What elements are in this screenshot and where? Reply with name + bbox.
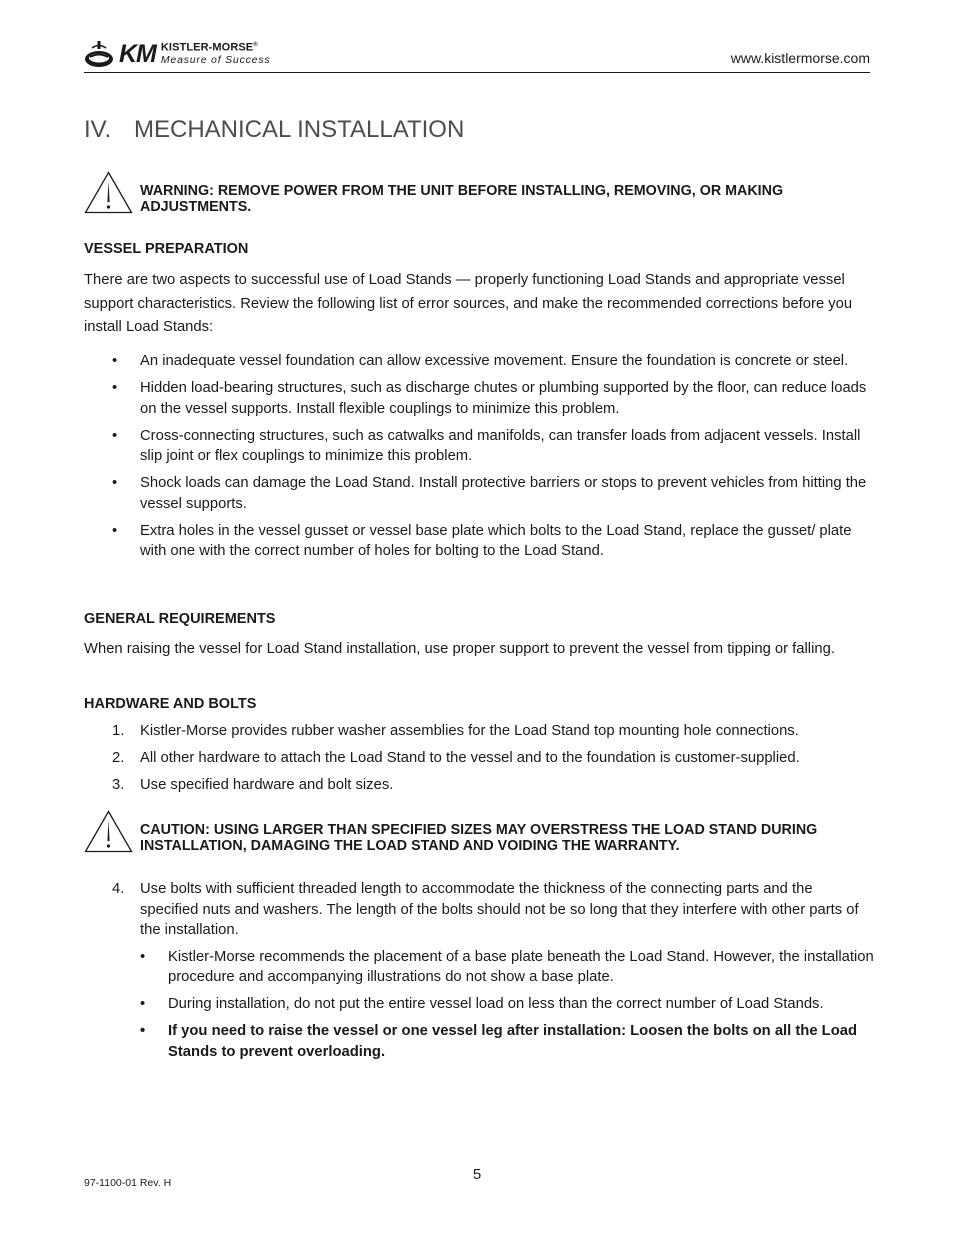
- vessel-preparation-intro: There are two aspects to successful use of Load Stands — properly functioning Load Stands and appropriate vessel support characteristics. Review the following list of error sources, and make the recommended corrections before you install Load Stands:: [84, 272, 853, 335]
- error-sources-list: [84, 351, 874, 568]
- list-item-text: Extra holes in the vessel gusset or vessel base plate which bolts to the Load Stand, replace the gusset/ plate with one with the correct number of holes for bolting to the Load Stand.: [140, 522, 852, 559]
- scale-logo-icon: [84, 39, 116, 69]
- list-item-text: Kistler-Morse provides rubber washer assemblies for the Load Stand top mounting hole connections.: [140, 723, 799, 739]
- list-item: [84, 351, 874, 372]
- list-item-text: All other hardware to attach the Load Stand to the vessel and to the foundation is customer-supplied.: [140, 750, 800, 766]
- warning-text: WARNING: REMOVE POWER FROM THE UNIT BEFORE INSTALLING, REMOVING, OR MAKING ADJUSTMENTS.: [140, 183, 784, 215]
- list-item-text: Shock loads can damage the Load Stand. Install protective barriers or stops to prevent vehicles from hitting the vessel supports.: [140, 475, 867, 512]
- section-title-text: MECHANICAL INSTALLATION: [134, 116, 465, 143]
- bullet-marker: •: [112, 380, 118, 396]
- warning-triangle-icon: [84, 171, 133, 214]
- bullet-marker: •: [140, 1023, 146, 1039]
- hardware-bolts-heading: HARDWARE AND BOLTS: [84, 696, 257, 712]
- bullet-marker: •: [140, 948, 146, 965]
- bullet-marker: •: [112, 427, 118, 444]
- list-item-text: An inadequate vessel foundation can allow excessive movement. Ensure the foundation is concrete or steel.: [140, 353, 849, 369]
- sublist-item: [140, 994, 874, 1015]
- bullet-marker: •: [140, 996, 146, 1012]
- list-item: [84, 426, 874, 467]
- registered-mark: ®: [253, 42, 258, 49]
- hardware-list: [84, 721, 874, 802]
- warning-box: [84, 171, 870, 217]
- list-item: [84, 521, 874, 562]
- sublist-item-text: During installation, do not put the entire vessel load on less than the correct number of Load Stands.: [168, 996, 824, 1012]
- logo-tagline: Measure of Success: [160, 54, 271, 67]
- bolt-notes-sublist: [140, 947, 874, 1063]
- list-item-text: Hidden load-bearing structures, such as discharge chutes or plumbing supported by the floor, can reduce loads on the vessel supports. Install flexible couplings to minimize this problem.: [140, 380, 867, 417]
- list-number: 4.: [112, 881, 125, 897]
- list-item: [84, 473, 874, 514]
- list-item: [84, 721, 874, 742]
- caution-text: CAUTION: USING LARGER THAN SPECIFIED SIZES MAY OVERSTRESS THE LOAD STAND DURING INSTALLATION, DAMAGING THE LOAD STAND AND VOIDING THE WARRANTY.: [140, 822, 818, 854]
- page-header: [84, 36, 870, 73]
- list-number: 2.: [112, 750, 125, 766]
- list-item: [84, 748, 874, 769]
- kistler-morse-logo: [84, 38, 270, 70]
- logo-brand-name: KISTLER-MORSE: [160, 42, 254, 55]
- list-item: [84, 775, 874, 796]
- section-title: [84, 116, 464, 144]
- logo-km-text: KM: [119, 39, 156, 68]
- list-item-text: Use bolts with sufficient threaded length to accommodate the thickness of the connecting parts and the specified nuts and washers. The length of the bolts should not be so long that they interfere with other parts of the installation.: [140, 881, 859, 938]
- bullet-marker: •: [112, 475, 118, 491]
- list-number: 1.: [112, 723, 125, 739]
- bullet-marker: •: [112, 353, 118, 369]
- bullet-marker: •: [112, 522, 118, 539]
- sublist-item: [140, 947, 874, 988]
- warning-triangle-icon: [84, 810, 133, 853]
- document-revision: 97-1100-01 Rev. H: [84, 1177, 172, 1189]
- list-item-text: Cross-connecting structures, such as catwalks and manifolds, can transfer loads from adjacent vessels. Install slip joint or flex couplings to minimize this problem.: [140, 427, 861, 464]
- general-requirements-heading: GENERAL REQUIREMENTS: [84, 611, 276, 627]
- list-item: [84, 378, 874, 419]
- sublist-item-text: If you need to raise the vessel or one vessel leg after installation: Loosen the bolts on all the Load Stands to prevent overloading.: [168, 1023, 858, 1060]
- logo-brand-text: [161, 42, 271, 54]
- caution-box: [84, 810, 870, 856]
- sublist-item: [140, 1021, 874, 1062]
- list-item-text: Use specified hardware and bolt sizes.: [140, 777, 394, 793]
- hardware-list-continued: [84, 879, 874, 1069]
- vessel-preparation-heading: VESSEL PREPARATION: [84, 241, 249, 257]
- section-number: IV.: [84, 116, 112, 143]
- list-number: 3.: [112, 777, 125, 793]
- list-item: [84, 879, 874, 1062]
- sublist-item-text: Kistler-Morse recommends the placement of a base plate beneath the Load Stand. However, the installation procedure and accompanying illustrations do not show a base plate.: [168, 948, 874, 985]
- website-url: www.kistlermorse.com: [730, 50, 870, 66]
- general-requirements-text: When raising the vessel for Load Stand installation, use proper support to prevent the vessel from tipping or falling.: [84, 641, 835, 657]
- page-number: 5: [472, 1166, 482, 1183]
